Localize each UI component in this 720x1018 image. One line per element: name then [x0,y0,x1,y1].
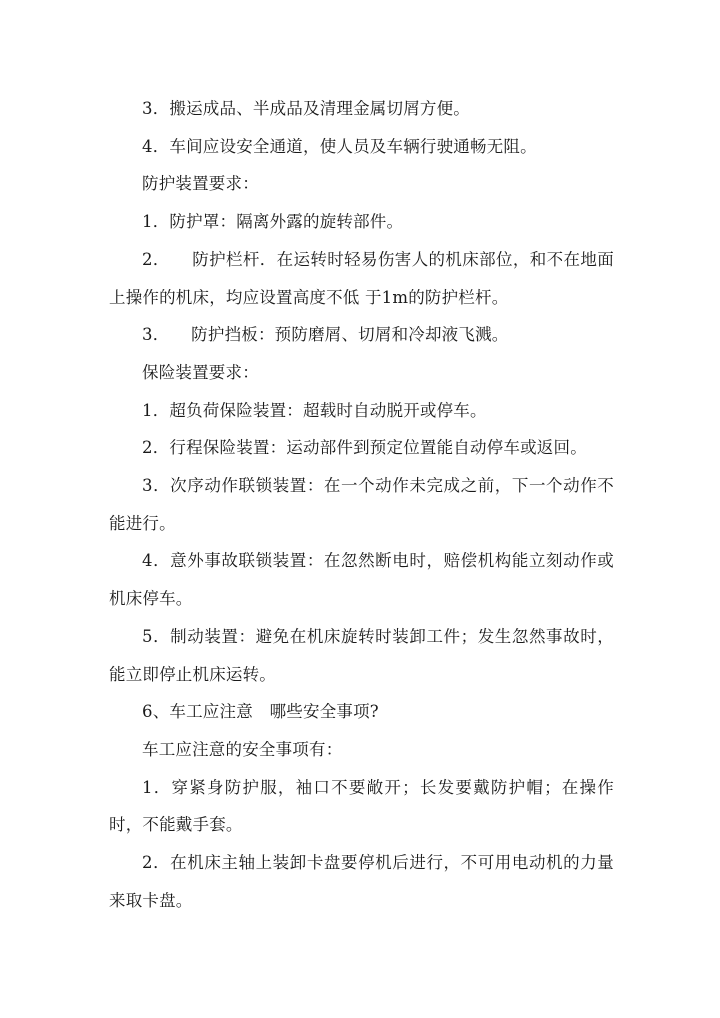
paragraph-guard-baffle: 3． 防护挡板：预防磨屑、切屑和冷却液飞溅。 [142,325,509,345]
paragraph-answer-intro: 车工应注意的安全事项有： [142,739,343,759]
paragraph-brake-device: 5．制动装置：避免在机床旋转时装卸工件；发生忽然事故时，能立即停止机床运转。 [109,626,614,684]
paragraph-heading-safety-devices: 保险装置要求： [142,362,259,382]
paragraph-guard-cover: 1．防护罩：隔离外露的旋转部件。 [142,212,404,232]
paragraph-overload-device: 1．超负荷保险装置：超载时自动脱开或停车。 [142,400,487,420]
paragraph-rule-chuck: 2．在机床主轴上装卸卡盘要停机后进行，不可用电动机的力量来取卡盘。 [109,853,614,910]
paragraph-accident-interlock: 4．意外事故联锁装置：在忽然断电时，赔偿机构能立刻动作或机床停车。 [109,551,614,609]
paragraph-rule-clothing: 1．穿紧身防护服，袖口不要敞开；长发要戴防护帽；在操作时，不能戴手套。 [109,777,614,835]
paragraph-item-3-handling: 3．搬运成品、半成品及清理金属切屑方便。 [142,99,470,118]
document-body [109,90,614,919]
paragraph-item-4-safety-passage: 4．车间应设安全通道，使人员及车辆行驶通畅无阻。 [142,136,537,156]
paragraph-travel-device: 2．行程保险装置：运动部件到预定位置能自动停车或返回。 [142,438,587,458]
paragraph-question-6: 6、车工应注意 哪些安全事项? [142,702,379,722]
paragraph-guard-railing: 2． 防护栏杆．在运转时轻易伤害人的机床部位，和不在地面上操作的机床，均应设置高度不低 于1m的防护栏杆。 [109,249,614,307]
paragraph-sequence-interlock: 3．次序动作联锁装置：在一个动作未完成之前，下一个动作不能进行。 [109,476,614,533]
paragraph-heading-guard-requirements: 防护装置要求： [142,174,259,194]
